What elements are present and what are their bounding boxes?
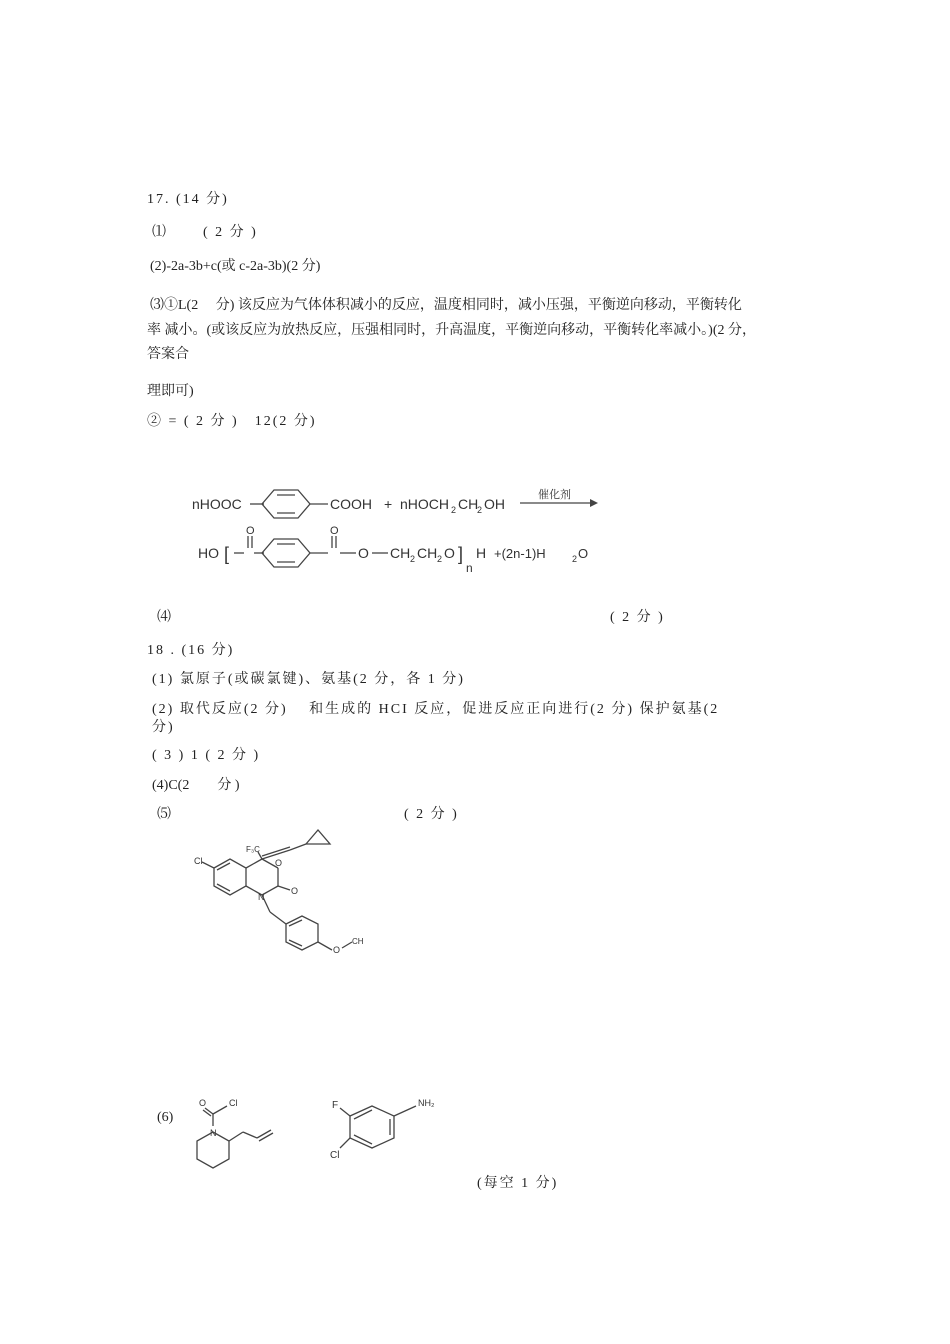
eq-product-ho: HO [198,545,219,561]
eq-sub-a: 2 [451,505,457,515]
q17-part3-line3: 答案合 [147,347,189,362]
q18-part4: (4)C(2 分 ) [152,778,240,793]
eq-carbonyl-o2: O [330,525,339,537]
structure-6b [328,1092,448,1172]
s5-n: N [258,892,265,902]
q18-title: 18 . (16 分) [147,643,235,658]
eq-n: n [466,561,473,575]
q17-part3-sub2: ② = ( 2 分 ) 12(2 分) [147,414,317,429]
s5-ring-o: O [275,858,283,868]
s6b-nh2: NH₂ [418,1098,435,1108]
s5-cf3: F₃C [246,845,260,854]
q18-part3: ( 3 ) 1 ( 2 分 ) [152,748,261,763]
q17-part3-line4: 理即可) [147,384,194,399]
q17-part4-label: ⑷ [157,610,171,625]
q17-part1-score: ( 2 分 ) [203,225,258,240]
eq-sub-e: 2 [572,554,578,564]
s5-keto-o: O [291,886,299,896]
s6a-o: O [199,1098,207,1108]
eq-ether-o: O [444,545,455,561]
q18-part6-note: (每空 1 分) [477,1176,559,1191]
eq-h: H [476,545,487,561]
s6a-cl: Cl [229,1098,238,1108]
s6a-n: N [210,1128,217,1138]
eq-ch2-a: CH [390,545,411,561]
eq-sub-d: 2 [437,554,443,564]
q18-part5-label: ⑸ [157,807,171,822]
eq-bracket-left: [ [224,544,230,564]
eq-bracket-right: ] [458,544,464,564]
structure-6a [195,1092,305,1172]
eq-carbonyl-o1: O [246,525,255,537]
eq-reactant2b: CH [458,496,479,512]
eq-reactant1-right: COOH [330,496,372,512]
eq-plus: + [384,496,393,512]
polymerization-equation [190,478,610,578]
q17-part4-score: ( 2 分 ) [610,610,665,625]
structure-5 [190,822,380,982]
eq-reactant2: nHOCH [400,496,450,512]
q17-part1-label: ⑴ [152,225,166,240]
q18-part2-line2: 分) [152,720,175,735]
q17-part3-line2: 率 减小。(或该反应为放热反应，压强相同时，升高温度，平衡逆向移动，平衡转化率减小。)(2 分， [147,323,756,338]
eq-reactant1-left: nHOOC [192,496,242,512]
q18-part2-line1: (2) 取代反应(2 分) 和生成的 HCI 反应，促进反应正向进行(2 分) 保护氨基(2 [152,702,720,717]
eq-ch2-b: CH [417,545,438,561]
eq-water-o: O [578,546,589,561]
q18-part1: (1) 氯原子(或碳氯键)、氨基(2 分，各 1 分) [152,672,465,687]
eq-water: +(2n-1)H [494,546,546,561]
q18-part5-score: ( 2 分 ) [404,807,459,822]
q18-part6-label: (6) [157,1110,174,1125]
eq-sub-c: 2 [410,554,416,564]
s6b-cl: Cl [330,1150,340,1161]
eq-catalyst: 催化剂 [538,489,571,501]
eq-ester-o: O [358,545,369,561]
q17-title: 17. (14 分) [147,192,229,207]
s5-cl: Cl [194,856,203,866]
q17-part2: (2)-2a-3b+c(或 c-2a-3b)(2 分) [150,259,321,274]
s6b-f: F [332,1100,339,1111]
eq-reactant2c: OH [484,496,505,512]
s5-ether-o: O [333,945,341,955]
eq-sub-b: 2 [477,505,483,515]
q17-part3-line1: ⑶①L(2 分) 该反应为气体体积减小的反应，温度相同时，减小压强，平衡逆向移动，平衡转化 [150,298,742,313]
s5-ch3: CH [352,937,364,946]
